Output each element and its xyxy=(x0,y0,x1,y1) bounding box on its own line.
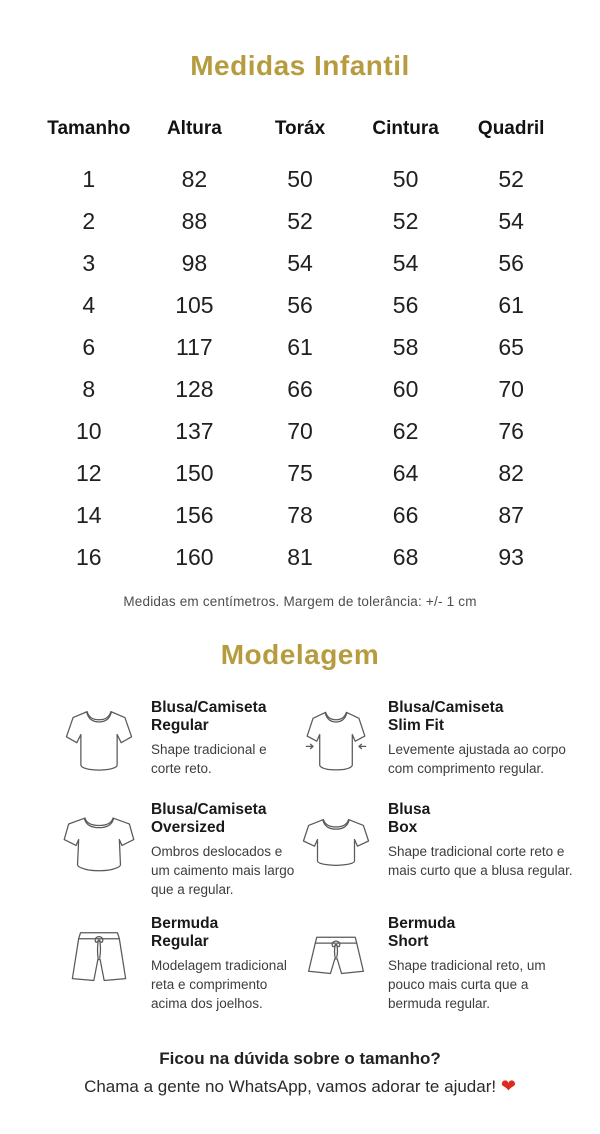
modelagem-item-box xyxy=(299,801,579,899)
column-header-altura: Altura xyxy=(166,118,222,139)
page-title: Medidas Infantil xyxy=(190,50,410,81)
cell-torax: 66 xyxy=(287,375,313,402)
cell-tamanho: 16 xyxy=(76,543,102,570)
cell-cintura: 64 xyxy=(392,459,419,486)
table-row xyxy=(36,494,564,536)
cell-quadril: 65 xyxy=(498,333,524,360)
table-row xyxy=(36,536,564,578)
cell-quadril: 61 xyxy=(498,291,524,318)
cell-quadril: 70 xyxy=(498,375,524,402)
column-header-cintura: Cintura xyxy=(372,118,439,139)
column-header-tamanho: Tamanho xyxy=(47,118,131,139)
cell-quadril: 56 xyxy=(498,249,524,276)
cell-tamanho: 2 xyxy=(82,207,96,234)
bermuda-regular-icon xyxy=(62,916,136,994)
item-title: Blusa/Camiseta Oversized xyxy=(151,801,267,836)
cell-tamanho: 3 xyxy=(82,249,96,276)
modelagem-item-oversized xyxy=(62,801,299,899)
size-table-header xyxy=(36,116,564,142)
modelagem-item-bermuda-short xyxy=(299,915,579,1013)
cell-tamanho: 14 xyxy=(76,501,102,528)
cell-altura: 117 xyxy=(176,333,213,360)
size-table xyxy=(36,116,564,578)
item-title: Blusa Box xyxy=(388,801,431,836)
item-description: Shape tradicional e corte reto. xyxy=(151,741,267,776)
cell-cintura: 54 xyxy=(392,249,419,276)
modelagem-grid xyxy=(0,699,600,1013)
table-row xyxy=(36,410,564,452)
item-description: Shape tradicional reto, um pouco mais curta que a bermuda regular. xyxy=(388,957,546,1012)
cell-cintura: 52 xyxy=(392,207,419,234)
footer-cta-text: Chama a gente no WhatsApp, vamos adorar te ajudar! xyxy=(84,1077,497,1097)
cell-cintura: 60 xyxy=(392,375,419,402)
cell-cintura: 58 xyxy=(392,333,419,360)
cell-quadril: 82 xyxy=(498,459,524,486)
cell-torax: 54 xyxy=(287,249,313,276)
cell-tamanho: 10 xyxy=(76,417,102,444)
cell-altura: 150 xyxy=(175,459,214,486)
tshirt-box-icon xyxy=(299,802,373,880)
cell-altura: 156 xyxy=(175,501,214,528)
item-description: Ombros deslocados e um caimento mais largo que a regular. xyxy=(151,843,295,897)
cell-torax: 75 xyxy=(287,459,313,486)
cell-altura: 160 xyxy=(175,543,214,570)
table-row xyxy=(36,368,564,410)
table-row xyxy=(36,158,564,200)
cell-quadril: 76 xyxy=(498,417,524,444)
item-description: Modelagem tradicional reta e comprimento acima dos joelhos. xyxy=(151,957,287,1012)
column-header-torax: Toráx xyxy=(274,118,326,139)
cell-altura: 98 xyxy=(181,249,208,276)
tolerance-note: Medidas em centímetros. Margem de tolerância: +/- 1 cm xyxy=(123,594,477,609)
item-description: Levemente ajustada ao corpo com comprimento regular. xyxy=(388,741,566,776)
table-row xyxy=(36,242,564,284)
modelagem-item-slim-fit xyxy=(299,699,579,785)
cell-torax: 52 xyxy=(287,207,313,234)
footer-question: Ficou na dúvida sobre o tamanho? xyxy=(159,1049,441,1069)
cell-altura: 105 xyxy=(175,291,214,318)
cell-altura: 82 xyxy=(181,165,208,192)
cell-tamanho: 1 xyxy=(82,165,96,192)
cell-cintura: 66 xyxy=(392,501,419,528)
table-row xyxy=(36,200,564,242)
table-row xyxy=(36,284,564,326)
cell-torax: 81 xyxy=(287,543,313,570)
cell-torax: 50 xyxy=(287,165,313,192)
cell-tamanho: 4 xyxy=(82,291,96,318)
cell-torax: 61 xyxy=(287,333,313,360)
table-row xyxy=(36,452,564,494)
tshirt-regular-icon xyxy=(62,700,136,778)
cell-cintura: 62 xyxy=(392,417,419,444)
modelagem-title: Modelagem xyxy=(220,639,380,670)
modelagem-item-regular xyxy=(62,699,299,785)
footer xyxy=(0,1049,600,1097)
cell-torax: 70 xyxy=(287,417,313,444)
item-description: Shape tradicional corte reto e mais curto que a blusa regular. xyxy=(388,843,573,878)
cell-torax: 56 xyxy=(287,291,313,318)
cell-quadril: 54 xyxy=(498,207,524,234)
heart-icon: ❤ xyxy=(500,1076,516,1097)
cell-tamanho: 12 xyxy=(76,459,102,486)
item-title: Blusa/Camiseta Regular xyxy=(151,699,267,734)
cell-altura: 128 xyxy=(175,375,214,402)
bermuda-short-icon xyxy=(299,916,373,994)
tshirt-oversized-icon xyxy=(62,802,136,880)
item-title: Blusa/Camiseta Slim Fit xyxy=(388,699,504,734)
cell-quadril: 93 xyxy=(498,543,524,570)
item-title: Bermuda Regular xyxy=(151,915,219,950)
cell-quadril: 87 xyxy=(498,501,524,528)
column-header-quadril: Quadril xyxy=(477,118,545,139)
item-title: Bermuda Short xyxy=(388,915,456,950)
cell-cintura: 68 xyxy=(392,543,419,570)
cell-cintura: 50 xyxy=(392,165,419,192)
modelagem-item-bermuda-regular xyxy=(62,915,299,1013)
table-row xyxy=(36,326,564,368)
cell-quadril: 52 xyxy=(498,165,524,192)
cell-altura: 88 xyxy=(181,207,208,234)
cell-tamanho: 6 xyxy=(82,333,96,360)
footer-cta xyxy=(0,1076,600,1097)
tshirt-slimfit-icon xyxy=(299,700,373,778)
cell-torax: 78 xyxy=(287,501,313,528)
cell-tamanho: 8 xyxy=(82,375,96,402)
cell-altura: 137 xyxy=(175,417,214,444)
cell-cintura: 56 xyxy=(392,291,419,318)
